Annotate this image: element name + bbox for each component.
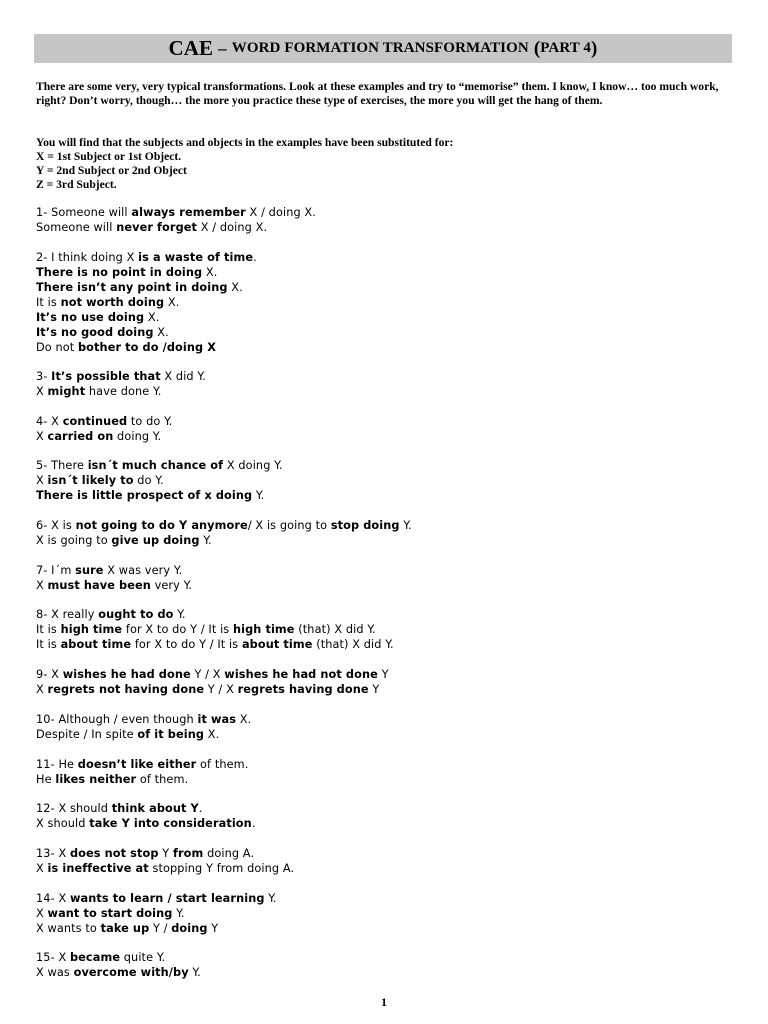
key-phrase: does not stop bbox=[69, 847, 159, 860]
example-text: X / doing X. bbox=[197, 221, 268, 234]
example-text: X. bbox=[204, 728, 220, 741]
key-phrase: wants to learn / start learning bbox=[69, 892, 265, 905]
key-phrase: bother to do /doing X bbox=[78, 341, 217, 354]
example-text: 11- He bbox=[36, 758, 78, 771]
example-line bbox=[36, 340, 736, 355]
example-text: (that) X did Y. bbox=[294, 623, 376, 636]
example-line bbox=[36, 682, 736, 697]
example-text: have done Y. bbox=[85, 385, 162, 398]
key-phrase: There is little prospect of x doing bbox=[36, 489, 253, 502]
example-text: X. bbox=[236, 713, 252, 726]
example-line bbox=[36, 921, 736, 936]
page-title bbox=[34, 34, 732, 63]
example-text: 3- bbox=[36, 370, 52, 383]
example-line bbox=[36, 816, 736, 831]
example-line bbox=[36, 846, 736, 861]
key-phrase: continued bbox=[62, 415, 128, 428]
example-text: X bbox=[36, 579, 48, 592]
example-text: Y. bbox=[264, 892, 277, 905]
example-6 bbox=[36, 518, 736, 548]
example-line bbox=[36, 578, 736, 593]
key-phrase: doing bbox=[171, 922, 208, 935]
example-7 bbox=[36, 563, 736, 593]
key-phrase: always remember bbox=[131, 206, 246, 219]
example-text: Y bbox=[207, 922, 219, 935]
example-text: X. bbox=[164, 296, 180, 309]
example-line bbox=[36, 637, 736, 652]
example-text: . bbox=[251, 817, 256, 830]
example-text: X did Y. bbox=[160, 370, 206, 383]
key-phrase: likes neither bbox=[55, 773, 137, 786]
example-text: X. bbox=[227, 281, 243, 294]
substitution-heading: You will find that the subjects and objects in the examples have been substituted for: bbox=[36, 136, 454, 149]
key-phrase: isn´t much chance of bbox=[87, 459, 224, 472]
example-15 bbox=[36, 950, 736, 980]
key-phrase: take Y into consideration bbox=[89, 817, 252, 830]
example-text: Y. bbox=[188, 966, 201, 979]
example-text: X bbox=[36, 385, 48, 398]
example-text: for X to do Y / It is bbox=[131, 638, 242, 651]
example-text: / X is going to bbox=[247, 519, 331, 532]
intro-paragraph: There are some very, very typical transformations. Look at these examples and try to “memorise” them. I know, I know… too much work, right? Don’t worry, though… the more you practice these type of exercises, the more you will get the hang of them. bbox=[36, 80, 719, 107]
example-text: very Y. bbox=[150, 579, 193, 592]
example-text: Y. bbox=[399, 519, 412, 532]
example-text: Do not bbox=[36, 341, 78, 354]
example-text: Y / X bbox=[204, 683, 238, 696]
example-line bbox=[36, 384, 736, 399]
example-text: 12- X should bbox=[36, 802, 112, 815]
example-text: X bbox=[36, 683, 48, 696]
example-line bbox=[36, 429, 736, 444]
example-text: Y bbox=[377, 668, 389, 681]
substitution-z: Z = 3rd Subject. bbox=[36, 178, 117, 191]
key-phrase: high time bbox=[60, 623, 123, 636]
example-line bbox=[36, 607, 736, 622]
example-12 bbox=[36, 801, 736, 831]
example-line bbox=[36, 667, 736, 682]
key-phrase: isn´t likely to bbox=[47, 474, 134, 487]
example-line bbox=[36, 891, 736, 906]
key-phrase: not going to do Y anymore bbox=[75, 519, 248, 532]
example-line bbox=[36, 950, 736, 965]
example-14 bbox=[36, 891, 736, 936]
example-text: 2- I think doing X bbox=[36, 251, 139, 264]
example-text: X. bbox=[153, 326, 169, 339]
example-line bbox=[36, 205, 736, 220]
key-phrase: it was bbox=[197, 713, 237, 726]
example-text: X. bbox=[144, 311, 160, 324]
example-text: 1- Someone will bbox=[36, 206, 132, 219]
title-dash: – bbox=[218, 38, 227, 58]
key-phrase: wishes he had done bbox=[62, 668, 191, 681]
example-11 bbox=[36, 757, 736, 787]
example-text: Y / bbox=[149, 922, 172, 935]
key-phrase: ought to do bbox=[98, 608, 174, 621]
example-text: to do Y. bbox=[127, 415, 173, 428]
example-text: X is going to bbox=[36, 534, 112, 547]
example-line bbox=[36, 965, 736, 980]
key-phrase: from bbox=[172, 847, 204, 860]
key-phrase: sure bbox=[75, 564, 104, 577]
title-main: WORD FORMATION TRANSFORMATION bbox=[231, 40, 529, 56]
example-text: . bbox=[253, 251, 257, 264]
example-line bbox=[36, 250, 736, 265]
example-text: . bbox=[198, 802, 203, 815]
example-text: 9- X bbox=[36, 668, 63, 681]
example-5 bbox=[36, 458, 736, 503]
key-phrase: give up doing bbox=[111, 534, 200, 547]
example-4 bbox=[36, 414, 736, 444]
key-phrase: is a waste of time bbox=[138, 251, 254, 264]
example-text: 4- X bbox=[36, 415, 63, 428]
example-text: of them. bbox=[136, 773, 189, 786]
key-phrase: might bbox=[47, 385, 86, 398]
key-phrase: want to start doing bbox=[47, 907, 173, 920]
example-line bbox=[36, 518, 736, 533]
example-text: X. bbox=[202, 266, 218, 279]
example-text: 8- X really bbox=[36, 608, 99, 621]
example-text: X bbox=[36, 907, 48, 920]
key-phrase: overcome with/by bbox=[73, 966, 189, 979]
example-text: for X to do Y / It is bbox=[122, 623, 233, 636]
key-phrase: It’s no use doing bbox=[36, 311, 145, 324]
title-part: PART 4 bbox=[540, 40, 592, 56]
example-2 bbox=[36, 250, 736, 355]
example-text: Y. bbox=[199, 534, 212, 547]
example-text: X / doing X. bbox=[245, 206, 316, 219]
example-text: X bbox=[36, 430, 48, 443]
example-10 bbox=[36, 712, 736, 742]
key-phrase: think about Y bbox=[111, 802, 199, 815]
example-text: 5- There bbox=[36, 459, 88, 472]
substitution-block bbox=[36, 136, 736, 192]
key-phrase: There isn’t any point in doing bbox=[36, 281, 228, 294]
key-phrase: became bbox=[69, 951, 121, 964]
example-text: 7- I´m bbox=[36, 564, 76, 577]
title-paren-close: ) bbox=[591, 37, 598, 59]
example-text: X bbox=[36, 474, 48, 487]
example-text: do Y. bbox=[133, 474, 164, 487]
example-text: 14- X bbox=[36, 892, 70, 905]
example-line bbox=[36, 265, 736, 280]
example-text: (that) X did Y. bbox=[312, 638, 394, 651]
key-phrase: never forget bbox=[116, 221, 198, 234]
key-phrase: stop doing bbox=[330, 519, 400, 532]
example-text: Despite / In spite bbox=[36, 728, 138, 741]
example-text: stopping Y from doing A. bbox=[148, 862, 295, 875]
example-line bbox=[36, 727, 736, 742]
example-3 bbox=[36, 369, 736, 399]
title-cae: CAE bbox=[168, 36, 214, 60]
example-9 bbox=[36, 667, 736, 697]
example-text: doing A. bbox=[203, 847, 255, 860]
example-text: X bbox=[36, 862, 48, 875]
example-line bbox=[36, 458, 736, 473]
example-line bbox=[36, 473, 736, 488]
key-phrase: of it being bbox=[137, 728, 205, 741]
key-phrase: It’s no good doing bbox=[36, 326, 154, 339]
key-phrase: about time bbox=[241, 638, 313, 651]
example-text: X should bbox=[36, 817, 90, 830]
example-line bbox=[36, 414, 736, 429]
example-text: 15- X bbox=[36, 951, 70, 964]
example-13 bbox=[36, 846, 736, 876]
example-text: It is bbox=[36, 296, 61, 309]
page-number: 1 bbox=[381, 995, 387, 1009]
example-line bbox=[36, 757, 736, 772]
key-phrase: carried on bbox=[47, 430, 114, 443]
key-phrase: regrets not having done bbox=[47, 683, 205, 696]
example-text: X was very Y. bbox=[103, 564, 183, 577]
example-line bbox=[36, 295, 736, 310]
example-1 bbox=[36, 205, 736, 235]
key-phrase: wishes he had not done bbox=[224, 668, 378, 681]
example-text: X wants to bbox=[36, 922, 101, 935]
example-line bbox=[36, 369, 736, 384]
example-line bbox=[36, 310, 736, 325]
substitution-x: X = 1st Subject or 1st Object. bbox=[36, 150, 182, 163]
key-phrase: It’s possible that bbox=[51, 370, 161, 383]
example-text: Y / X bbox=[190, 668, 225, 681]
key-phrase: doesn’t like either bbox=[77, 758, 197, 771]
example-line bbox=[36, 622, 736, 637]
example-text: 13- X bbox=[36, 847, 70, 860]
example-line bbox=[36, 220, 736, 235]
example-line bbox=[36, 712, 736, 727]
key-phrase: take up bbox=[100, 922, 150, 935]
key-phrase: about time bbox=[60, 638, 132, 651]
key-phrase: There is no point in doing bbox=[36, 266, 203, 279]
example-text: Y bbox=[368, 683, 380, 696]
example-text: 10- Although / even though bbox=[36, 713, 198, 726]
example-text: Y. bbox=[172, 907, 185, 920]
substitution-y: Y = 2nd Subject or 2nd Object bbox=[36, 164, 187, 177]
example-8 bbox=[36, 607, 736, 652]
key-phrase: high time bbox=[232, 623, 295, 636]
example-line bbox=[36, 861, 736, 876]
example-text: doing Y. bbox=[113, 430, 162, 443]
example-text: of them. bbox=[196, 758, 249, 771]
key-phrase: is ineffective at bbox=[47, 862, 149, 875]
example-text: X doing Y. bbox=[223, 459, 283, 472]
key-phrase: regrets having done bbox=[237, 683, 369, 696]
example-text: Y bbox=[158, 847, 173, 860]
example-text: X was bbox=[36, 966, 74, 979]
example-text: 6- X is bbox=[36, 519, 76, 532]
example-text: quite Y. bbox=[120, 951, 166, 964]
example-text: It is bbox=[36, 638, 61, 651]
example-text: It is bbox=[36, 623, 61, 636]
example-line bbox=[36, 488, 736, 503]
example-text: Someone will bbox=[36, 221, 117, 234]
title-paren-open: ( bbox=[533, 37, 541, 59]
example-line bbox=[36, 801, 736, 816]
example-text: Y. bbox=[252, 489, 265, 502]
example-line bbox=[36, 906, 736, 921]
example-text: Y. bbox=[173, 608, 186, 621]
example-line bbox=[36, 280, 736, 295]
example-line bbox=[36, 325, 736, 340]
example-text: He bbox=[36, 773, 56, 786]
example-line bbox=[36, 533, 736, 548]
example-line bbox=[36, 772, 736, 787]
example-line bbox=[36, 563, 736, 578]
key-phrase: not worth doing bbox=[60, 296, 165, 309]
key-phrase: must have been bbox=[47, 579, 151, 592]
